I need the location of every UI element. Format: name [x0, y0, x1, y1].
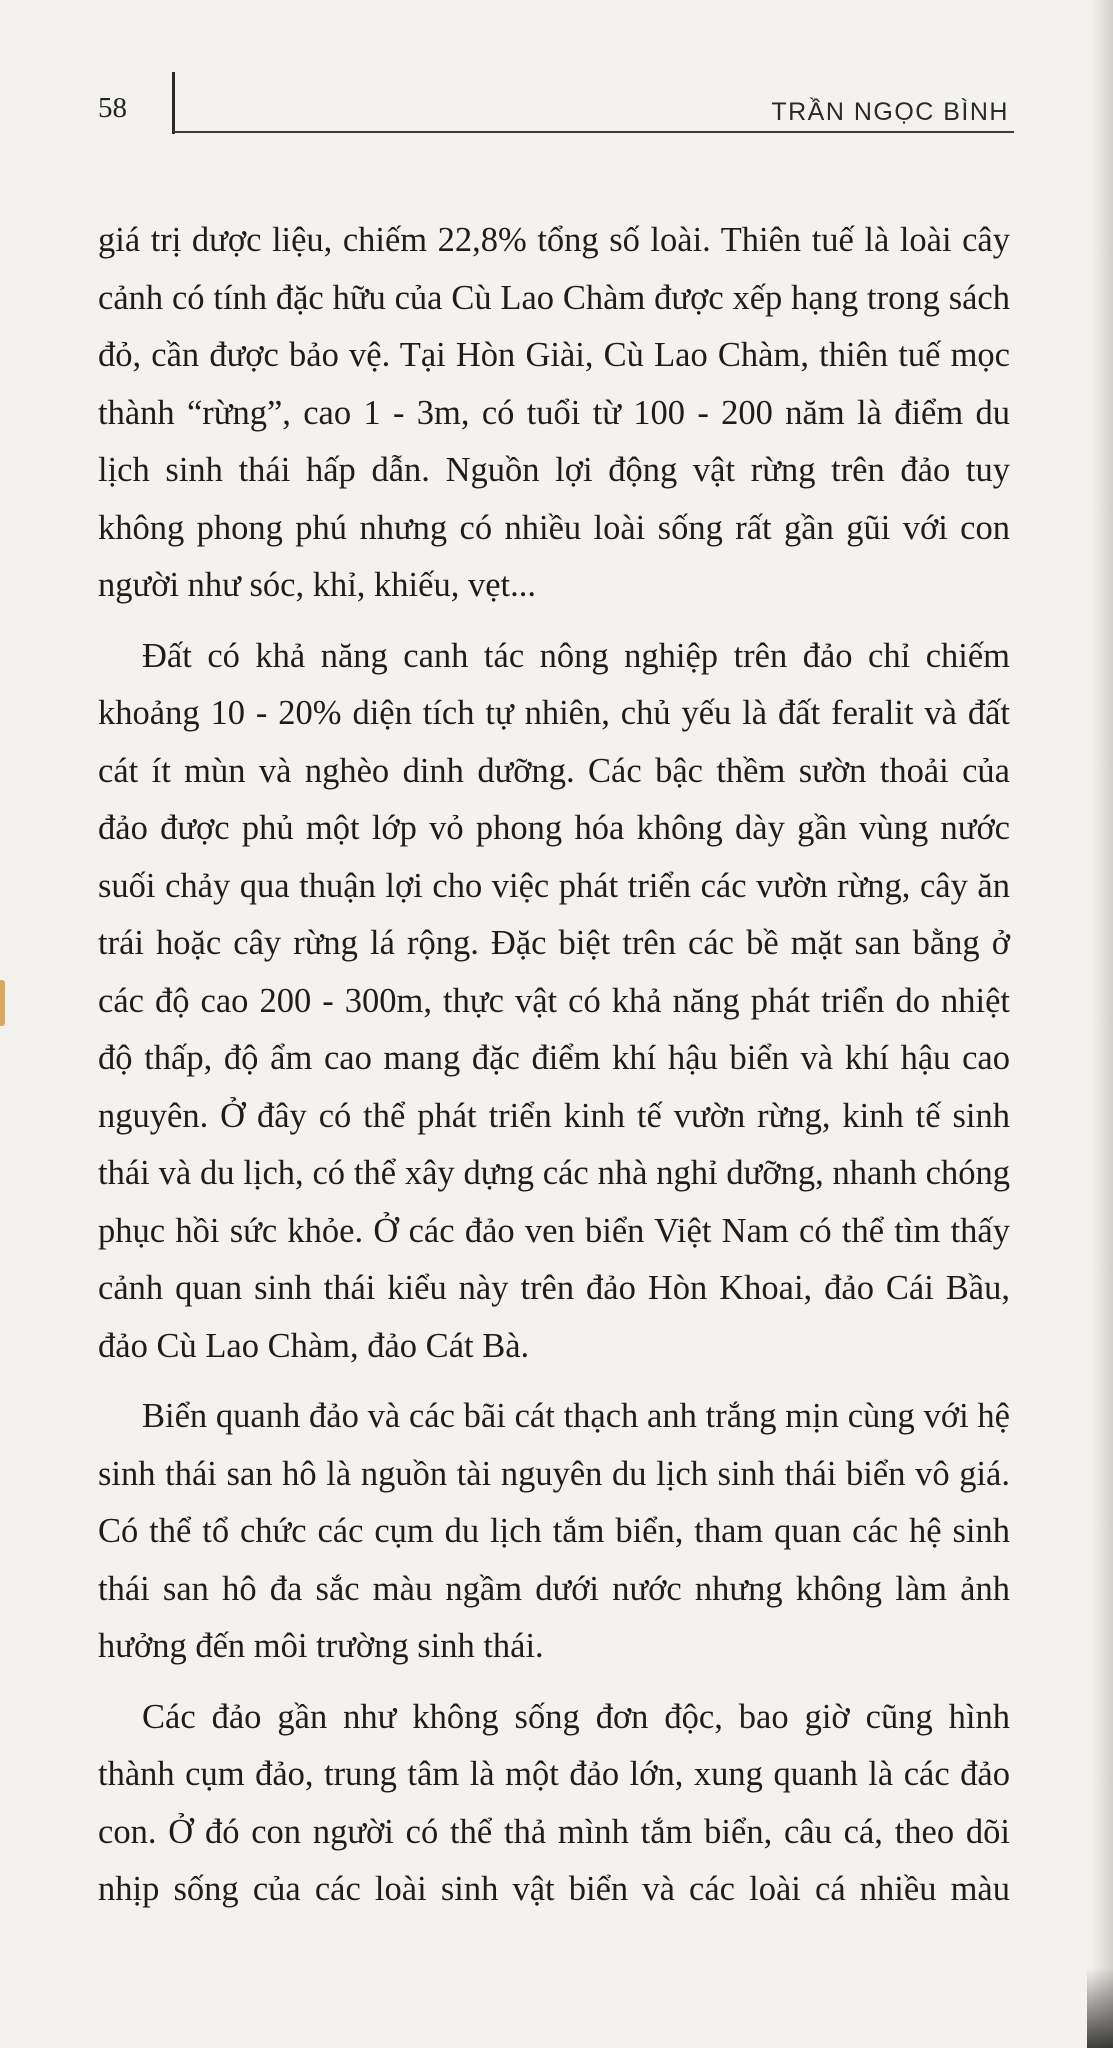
header-vertical-rule — [172, 72, 175, 134]
page-number: 58 — [98, 92, 127, 124]
running-head-author: TRẦN NGỌC BÌNH — [771, 98, 1009, 126]
paragraph-2: Đất có khả năng canh tác nông nghiệp trên đảo chỉ chiếm khoảng 10 - 20% diện tích tự nhiên, chủ yếu là đất feralit và đất cát ít mùn và nghèo dinh dưỡng. Các bậc thềm sườn thoải của đảo được phủ một lớp vỏ phong hóa không dày gần vùng nước suối chảy qua thuận lợi cho việc phát triển các vườn rừng, cây ăn trái hoặc cây rừng lá rộng. Đặc biệt trên các bề mặt san bằng ở các độ cao 200 - 300m, thực vật có khả năng phát triển do nhiệt độ thấp, độ ẩm cao mang đặc điểm khí hậu biển và khí hậu cao nguyên. Ở đây có thể phát triển kinh tế vườn rừng, kinh tế sinh thái và du lịch, có thể xây dựng các nhà nghỉ dưỡng, nhanh chóng phục hồi sức khỏe. Ở các đảo ven biển Việt Nam có thể tìm thấy cảnh quan sinh thái kiểu này trên đảo Hòn Khoai, đảo Cái Bầu, đảo Cù Lao Chàm, đảo Cát Bà. — [98, 636, 1010, 1365]
body-text — [98, 212, 1010, 1919]
page-header — [0, 0, 1113, 160]
page-corner-shadow — [1087, 1968, 1113, 2048]
paragraph-3: Biển quanh đảo và các bãi cát thạch anh trắng mịn cùng với hệ sinh thái san hô là nguồn tài nguyên du lịch sinh thái biển vô giá. Có thể tổ chức các cụm du lịch tắm biển, tham quan các hệ sinh thái san hô đa sắc màu ngầm dưới nước nhưng không làm ảnh hưởng đến môi trường sinh thái. — [98, 1397, 1010, 1665]
header-horizontal-rule — [174, 131, 1014, 133]
page-edge-mark — [0, 980, 5, 1026]
paragraph-1: giá trị dược liệu, chiếm 22,8% tổng số loài. Thiên tuế là loài cây cảnh có tính đặc hữu của Cù Lao Chàm được xếp hạng trong sách đỏ, cần được bảo vệ. Tại Hòn Giài, Cù Lao Chàm, thiên tuế mọc thành “rừng”, cao 1 - 3m, có tuổi từ 100 - 200 năm là điểm du lịch sinh thái hấp dẫn. Nguồn lợi động vật rừng trên đảo tuy không phong phú nhưng có nhiều loài sống rất gần gũi với con người như sóc, khỉ, khiếu, vẹt... — [98, 221, 1010, 604]
page-edge-shadow — [1091, 0, 1113, 2048]
paragraph-4: Các đảo gần như không sống đơn độc, bao giờ cũng hình thành cụm đảo, trung tâm là một đảo lớn, xung quanh là các đảo con. Ở đó con người có thể thả mình tắm biển, câu cá, theo dõi nhịp sống của các loài sinh vật biển và các loài cá nhiều màu — [98, 1697, 1010, 1908]
